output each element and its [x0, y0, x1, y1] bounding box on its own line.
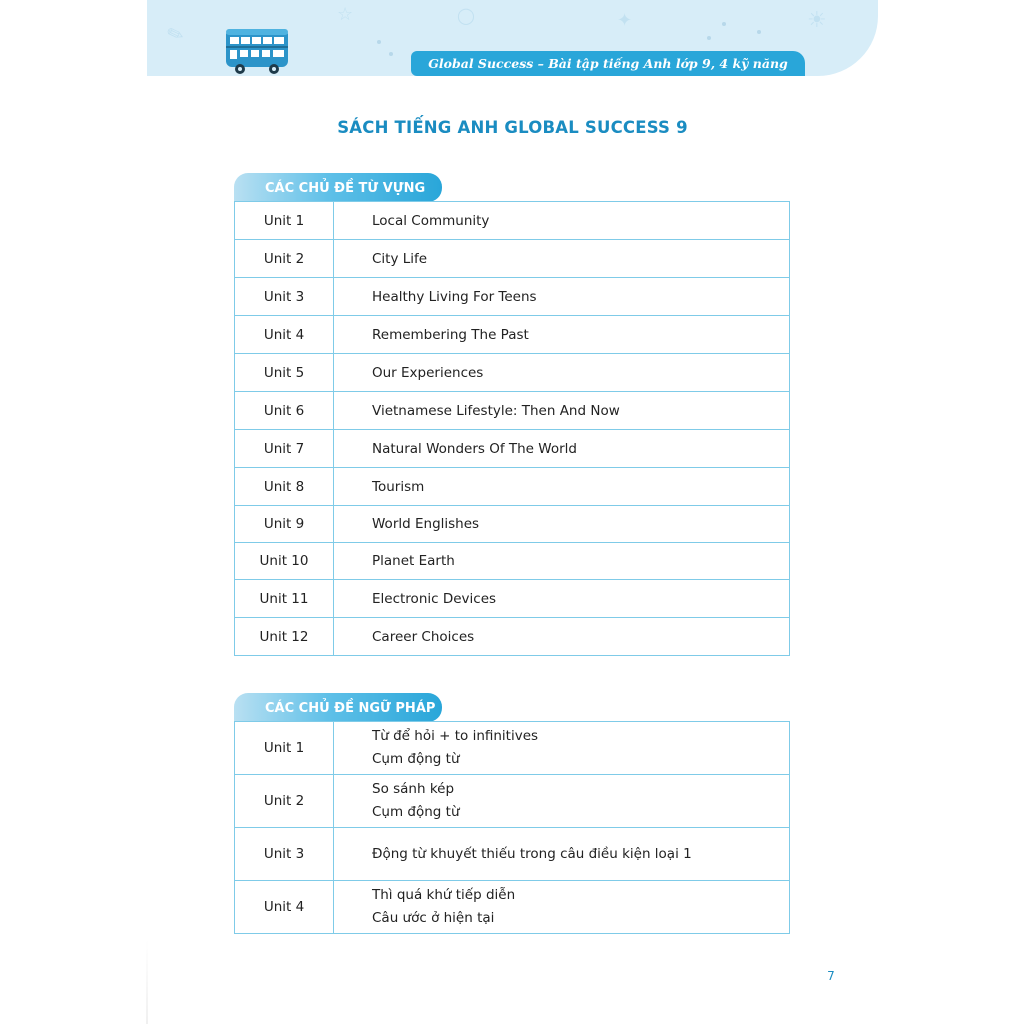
table-row	[235, 881, 790, 934]
topic-cell: World Englishes	[334, 506, 790, 543]
table-row	[235, 240, 790, 278]
doodle-decoration: ☀	[807, 8, 827, 33]
topic-cell: Natural Wonders Of The World	[334, 430, 790, 468]
unit-cell: Unit 4	[235, 316, 334, 354]
page-edge-shadow	[146, 940, 148, 1024]
grammar-line: Từ để hỏi + to infinitives	[372, 728, 539, 744]
dot-decoration	[377, 40, 381, 44]
unit-cell: Unit 6	[235, 392, 334, 430]
book-title-banner: Global Success – Bài tập tiếng Anh lớp 9, 4 kỹ năng (Tập 2)	[411, 51, 805, 76]
unit-cell: Unit 12	[235, 618, 334, 656]
grammar-line: Thì quá khứ tiếp diễn	[372, 887, 516, 903]
unit-cell: Unit 11	[235, 580, 334, 618]
table-row	[235, 618, 790, 656]
bus-icon	[224, 26, 290, 76]
table-row	[235, 278, 790, 316]
grammar-line: So sánh kép	[372, 781, 455, 797]
table-row	[235, 580, 790, 618]
topic-cell: Tourism	[334, 468, 790, 506]
grammar-table	[234, 721, 790, 934]
page-title: SÁCH TIẾNG ANH GLOBAL SUCCESS 9	[337, 118, 688, 137]
grammar-topic-cell	[334, 722, 790, 775]
page-number: 7	[827, 969, 835, 983]
topic-cell: City Life	[334, 240, 790, 278]
topic-cell: Electronic Devices	[334, 580, 790, 618]
table-row	[235, 828, 790, 881]
topic-cell: Local Community	[334, 202, 790, 240]
grammar-topic-cell	[334, 828, 790, 881]
doodle-decoration: ✦	[617, 10, 633, 31]
grammar-line: Cụm động từ	[372, 804, 460, 820]
table-row	[235, 506, 790, 543]
table-row	[235, 202, 790, 240]
unit-cell: Unit 1	[235, 202, 334, 240]
dot-decoration	[389, 52, 393, 56]
doodle-decoration: ☆	[337, 4, 354, 25]
vocab-table	[234, 201, 790, 656]
grammar-line: Động từ khuyết thiếu trong câu điều kiện loại 1	[372, 845, 692, 862]
table-row	[235, 430, 790, 468]
unit-cell: Unit 4	[235, 881, 334, 934]
table-row	[235, 775, 790, 828]
doodle-decoration: ✎	[163, 19, 188, 49]
topic-cell: Healthy Living For Teens	[334, 278, 790, 316]
doodle-decoration: ◯	[457, 6, 475, 25]
unit-cell: Unit 2	[235, 775, 334, 828]
vocab-section-heading: CÁC CHỦ ĐỀ TỪ VỰNG	[234, 173, 442, 202]
unit-cell: Unit 9	[235, 506, 334, 543]
unit-cell: Unit 2	[235, 240, 334, 278]
table-row	[235, 468, 790, 506]
grammar-topic-cell	[334, 775, 790, 828]
grammar-section-heading: CÁC CHỦ ĐỀ NGỮ PHÁP	[234, 693, 442, 722]
dot-decoration	[722, 22, 726, 26]
topic-cell: Our Experiences	[334, 354, 790, 392]
table-row	[235, 316, 790, 354]
unit-cell: Unit 8	[235, 468, 334, 506]
topic-cell: Remembering The Past	[334, 316, 790, 354]
table-row	[235, 354, 790, 392]
dot-decoration	[757, 30, 761, 34]
topic-cell: Career Choices	[334, 618, 790, 656]
grammar-line: Cụm động từ	[372, 751, 460, 767]
unit-cell: Unit 10	[235, 543, 334, 580]
dot-decoration	[707, 36, 711, 40]
table-row	[235, 392, 790, 430]
table-row	[235, 543, 790, 580]
unit-cell: Unit 3	[235, 278, 334, 316]
table-row	[235, 722, 790, 775]
grammar-topic-cell	[334, 881, 790, 934]
unit-cell: Unit 1	[235, 722, 334, 775]
topic-cell: Vietnamese Lifestyle: Then And Now	[334, 392, 790, 430]
topic-cell: Planet Earth	[334, 543, 790, 580]
unit-cell: Unit 3	[235, 828, 334, 881]
unit-cell: Unit 5	[235, 354, 334, 392]
grammar-line: Câu ước ở hiện tại	[372, 910, 495, 926]
unit-cell: Unit 7	[235, 430, 334, 468]
